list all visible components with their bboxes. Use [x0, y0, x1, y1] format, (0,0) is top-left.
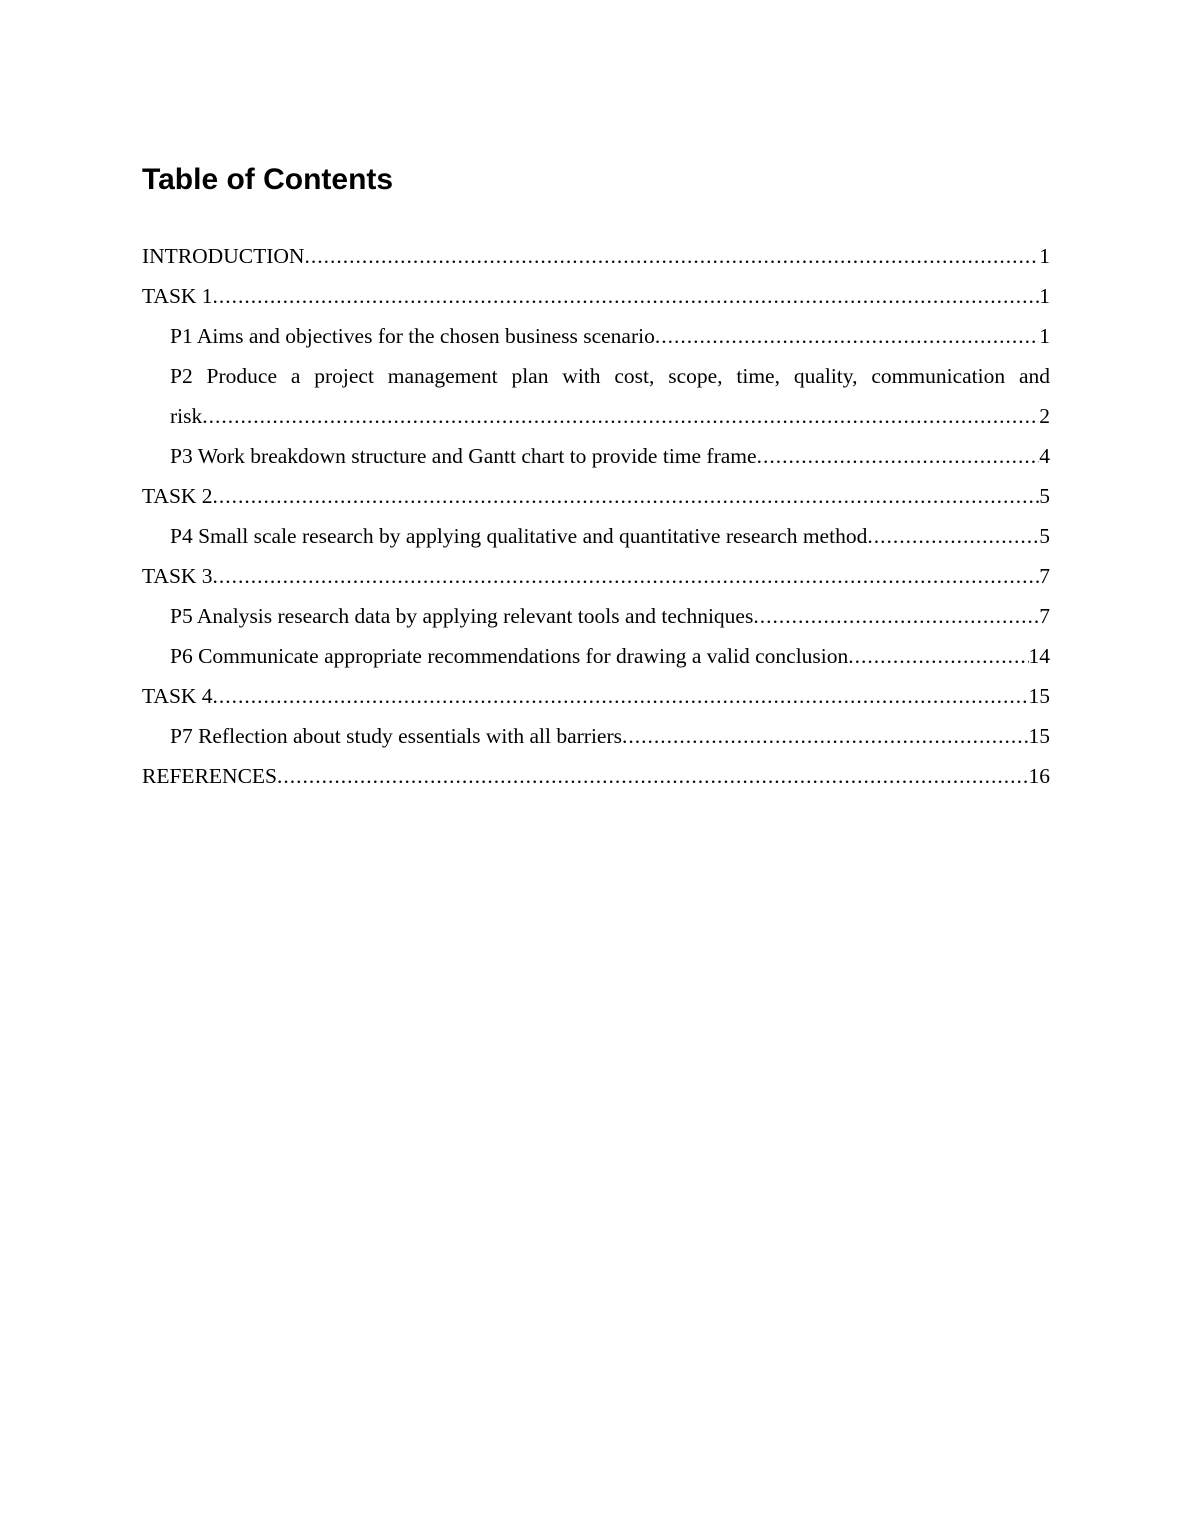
toc-leader-dots — [655, 316, 1039, 356]
toc-leader-dots — [213, 556, 1040, 596]
toc-entry-label: INTRODUCTION — [142, 244, 305, 268]
toc-page-number: 7 — [1039, 564, 1050, 588]
toc-page-number: 4 — [1039, 444, 1050, 468]
toc-page-number: 1 — [1039, 244, 1050, 268]
toc-entry-task-2 — [142, 476, 1050, 516]
toc-entry-label: P5 Analysis research data by applying relevant tools and techniques — [170, 604, 754, 628]
toc-entry-p2 — [142, 356, 1050, 436]
toc-entry-p5 — [142, 596, 1050, 636]
toc-leader-dots — [753, 596, 1039, 636]
toc-entry-p4 — [142, 516, 1050, 556]
toc-entry-label: P3 Work breakdown structure and Gantt chart to provide time frame — [170, 444, 757, 468]
toc-leader-dots — [757, 436, 1040, 476]
toc-page-number: 5 — [1039, 524, 1050, 548]
toc-leader-dots — [867, 516, 1039, 556]
toc-leader-dots — [622, 716, 1028, 756]
toc-leader-dots — [304, 236, 1039, 276]
toc-entry-label: P7 Reflection about study essentials with all barriers — [170, 724, 623, 748]
toc-entry-p3 — [142, 436, 1050, 476]
toc-entry-p1 — [142, 316, 1050, 356]
toc-entry-task-1 — [142, 276, 1050, 316]
toc-entry-label: P6 Communicate appropriate recommendations for drawing a valid conclusion — [170, 644, 849, 668]
toc-entry-label: TASK 3 — [142, 564, 213, 588]
toc-page-number: 14 — [1028, 644, 1050, 668]
toc-list — [142, 236, 1050, 796]
toc-entry-p6 — [142, 636, 1050, 676]
toc-entry-label: REFERENCES — [142, 764, 277, 788]
toc-entry-label: TASK 4 — [142, 684, 213, 708]
toc-title: Table of Contents — [142, 163, 394, 196]
toc-entry-references — [142, 756, 1050, 796]
toc-entry-label: P1 Aims and objectives for the chosen business scenario — [170, 324, 655, 348]
toc-entry-label: P4 Small scale research by applying qualitative and quantitative research method — [170, 524, 868, 548]
toc-leader-dots — [277, 756, 1029, 796]
toc-page-number: 5 — [1039, 484, 1050, 508]
toc-entry-p2-last-line — [170, 396, 1050, 436]
toc-page-number: 1 — [1039, 324, 1050, 348]
toc-entry-label: TASK 2 — [142, 484, 213, 508]
toc-entry-task-4 — [142, 676, 1050, 716]
toc-leader-dots — [213, 276, 1040, 316]
toc-entry-label: TASK 1 — [142, 284, 213, 308]
toc-page-number: 15 — [1028, 684, 1050, 708]
toc-leader-dots — [202, 396, 1039, 436]
toc-entry-p7 — [142, 716, 1050, 756]
toc-entry-label-line2: risk — [170, 404, 203, 428]
toc-leader-dots — [848, 636, 1028, 676]
toc-page-number: 1 — [1039, 284, 1050, 308]
toc-entry-label-line1: P2 Produce a project management plan with cost, scope, time, quality, communication and — [170, 364, 1050, 388]
toc-page-number: 2 — [1039, 404, 1050, 428]
toc-entry-introduction — [142, 236, 1050, 276]
toc-leader-dots — [213, 476, 1040, 516]
toc-leader-dots — [213, 676, 1029, 716]
toc-page-number: 15 — [1028, 724, 1050, 748]
toc-page-number: 7 — [1039, 604, 1050, 628]
toc-page-number: 16 — [1028, 764, 1050, 788]
toc-entry-task-3 — [142, 556, 1050, 596]
